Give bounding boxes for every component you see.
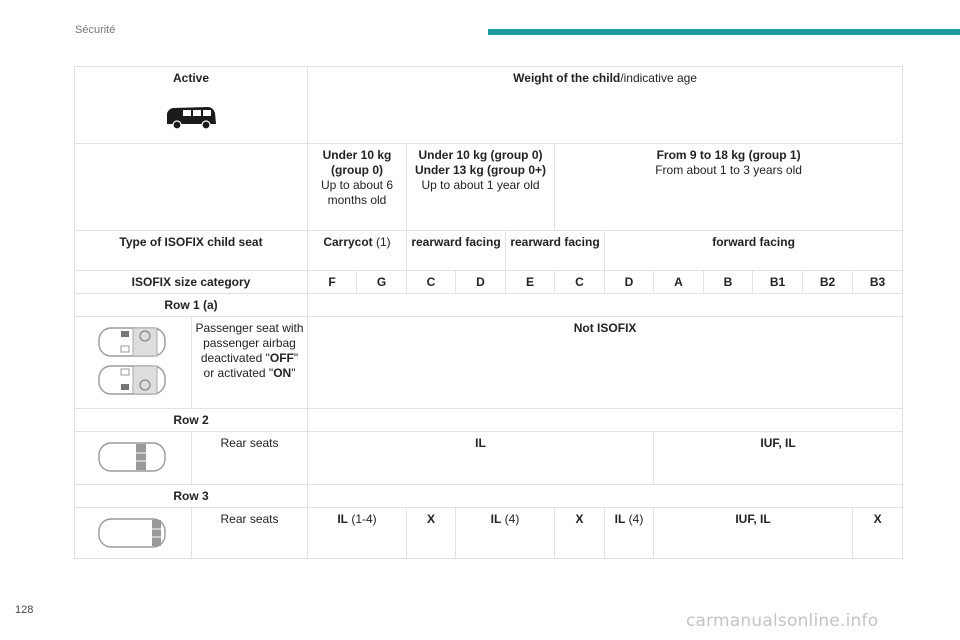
row2-label-row bbox=[75, 409, 903, 432]
row2-icon-cell bbox=[75, 432, 192, 485]
row1-content-row bbox=[75, 317, 903, 409]
row1-icon-cell bbox=[75, 317, 192, 409]
size-cat-value: B bbox=[704, 271, 753, 294]
row3-label-empty bbox=[308, 485, 903, 508]
forward-facing: forward facing bbox=[605, 231, 903, 271]
row3-label: Row 3 bbox=[75, 485, 308, 508]
row1-label: Row 1 (a) bbox=[75, 294, 308, 317]
row2-label-empty bbox=[308, 409, 903, 432]
group0-a-text: Up to about 6 months old bbox=[320, 178, 394, 207]
row1-desc: Passenger seat with passenger airbag deactivated "OFF" or activated "ON" bbox=[192, 317, 308, 409]
header-row bbox=[75, 67, 903, 144]
size-cat-value: D bbox=[456, 271, 506, 294]
size-cat-value: C bbox=[555, 271, 605, 294]
groups-empty-cell bbox=[75, 144, 308, 231]
size-cat-value: C bbox=[407, 271, 456, 294]
carrycot-note: (1) bbox=[372, 235, 391, 249]
row3-c7: X bbox=[853, 508, 903, 559]
row3-c1: IL (1-4) bbox=[308, 508, 407, 559]
active-label: Active bbox=[172, 71, 210, 85]
group0-a-bold: Under 10 kg (group 0) bbox=[322, 148, 392, 177]
size-cat-value: E bbox=[506, 271, 555, 294]
row2-content-row bbox=[75, 432, 903, 485]
group0-b-text: Up to about 1 year old bbox=[421, 178, 540, 192]
weight-heading-cell bbox=[308, 67, 903, 144]
size-cat-value: B3 bbox=[853, 271, 903, 294]
row3-c2: X bbox=[407, 508, 456, 559]
rearward-facing-2: rearward facing bbox=[506, 231, 605, 271]
groups-row bbox=[75, 144, 903, 231]
weight-heading-bold: Weight of the child bbox=[513, 71, 621, 85]
row3-c6: IUF, IL bbox=[654, 508, 853, 559]
row1-label-empty bbox=[308, 294, 903, 317]
row1-value: Not ISOFIX bbox=[308, 317, 903, 409]
weight-heading-rest: /indicative age bbox=[620, 71, 697, 85]
group0-b-bold2: Under 13 kg (group 0+) bbox=[414, 163, 547, 177]
section-title: Sécurité bbox=[75, 24, 116, 36]
page-number: 128 bbox=[15, 604, 34, 616]
van-icon bbox=[164, 104, 218, 130]
size-cat-value: A bbox=[654, 271, 704, 294]
row3-desc: Rear seats bbox=[192, 508, 308, 559]
group0-a-cell bbox=[308, 144, 407, 231]
row3-c5: IL (4) bbox=[605, 508, 654, 559]
seat-type-label: Type of ISOFIX child seat bbox=[75, 231, 308, 271]
airbag-on-label: ON bbox=[273, 366, 292, 380]
watermark: carmanualsonline.info bbox=[686, 611, 879, 631]
row2-value-a: IL bbox=[308, 432, 654, 485]
size-category-label: ISOFIX size category bbox=[75, 271, 308, 294]
row3-c3: IL (4) bbox=[456, 508, 555, 559]
seat-type-row bbox=[75, 231, 903, 271]
carrycot-cell bbox=[308, 231, 407, 271]
size-cat-value: B2 bbox=[803, 271, 853, 294]
size-cat-value: F bbox=[308, 271, 357, 294]
row3-c4: X bbox=[555, 508, 605, 559]
size-category-row bbox=[75, 271, 903, 294]
row2-desc: Rear seats bbox=[192, 432, 308, 485]
front-passenger-seat-icon bbox=[97, 325, 169, 359]
row3-seat-icon bbox=[97, 516, 169, 550]
row3-icon-cell bbox=[75, 508, 192, 559]
size-cat-value: D bbox=[605, 271, 654, 294]
row2-seat-icon bbox=[97, 440, 169, 474]
carrycot-label: Carrycot bbox=[323, 235, 373, 249]
isofix-table bbox=[74, 66, 903, 559]
group1-bold: From 9 to 18 kg (group 1) bbox=[656, 148, 801, 162]
row3-label-row bbox=[75, 485, 903, 508]
size-cat-value: G bbox=[357, 271, 407, 294]
row2-label: Row 2 bbox=[75, 409, 308, 432]
front-passenger-seat-airbag-icon bbox=[97, 363, 169, 397]
row3-content-row bbox=[75, 508, 903, 559]
group1-text: From about 1 to 3 years old bbox=[655, 163, 802, 177]
rearward-facing-1: rearward facing bbox=[407, 231, 506, 271]
row1-label-row bbox=[75, 294, 903, 317]
row2-value-b: IUF, IL bbox=[654, 432, 903, 485]
accent-bar bbox=[488, 29, 960, 35]
group0-b-bold1: Under 10 kg (group 0) bbox=[418, 148, 543, 162]
active-cell bbox=[75, 67, 308, 144]
airbag-off-label: OFF bbox=[269, 351, 294, 365]
group1-cell bbox=[555, 144, 903, 231]
group0-b-cell bbox=[407, 144, 555, 231]
size-cat-value: B1 bbox=[753, 271, 803, 294]
